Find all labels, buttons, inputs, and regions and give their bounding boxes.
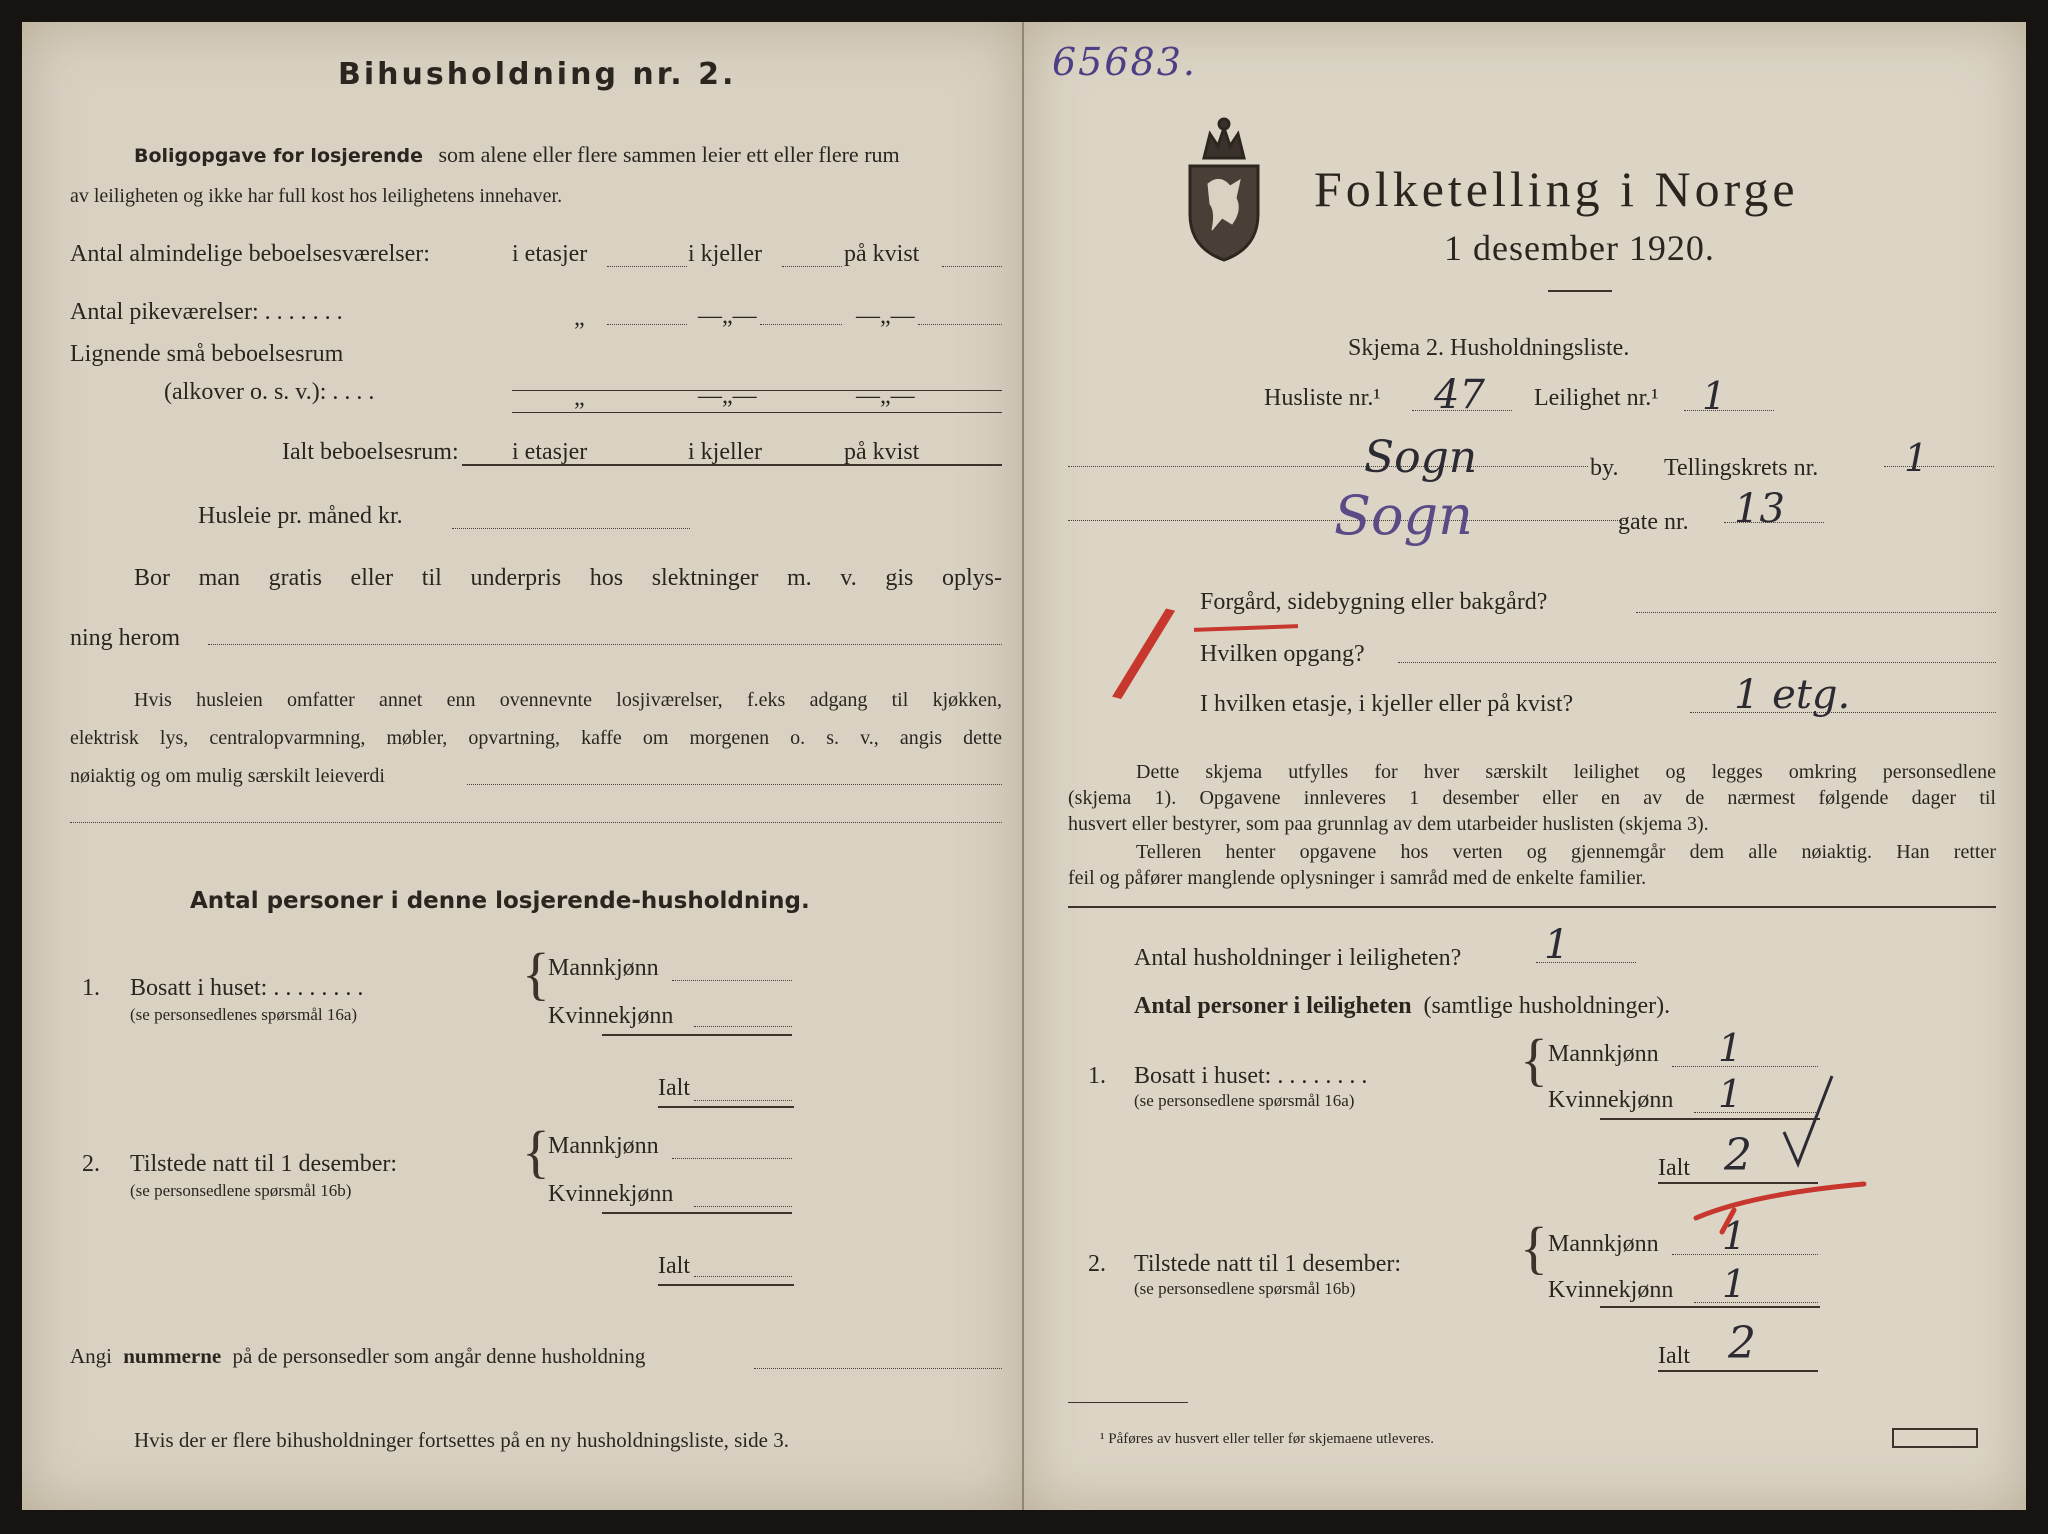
r-q2-total-value: 2 <box>1728 1318 1756 1369</box>
q2-sum-line <box>602 1212 792 1214</box>
by-label: by. <box>1590 455 1619 481</box>
q1-ref: (se personsedlenes spørsmål 16a) <box>130 1005 358 1024</box>
q1-total-underline <box>658 1106 794 1108</box>
numbers-bold: nummerne <box>123 1344 222 1368</box>
gate-label: gate nr. <box>1618 509 1689 535</box>
r-q1-total-label: Ialt <box>1658 1155 1690 1181</box>
r-q1-male-value: 1 <box>1718 1026 1743 1070</box>
households-value: 1 <box>1544 922 1570 968</box>
r-q1-total-value: 2 <box>1724 1130 1752 1181</box>
rooms-kjeller-field[interactable] <box>782 266 842 267</box>
q1-number: 1. <box>82 975 100 1001</box>
rooms-kjeller-label: i kjeller <box>688 241 762 267</box>
q1-label: Bosatt i huset: . . . . . . . . <box>130 975 364 1001</box>
alcove-label: (alkover o. s. v.): . . . . <box>164 379 375 405</box>
ditto-mark: —„— <box>698 303 757 329</box>
r-q2-total-label: Ialt <box>1658 1343 1690 1369</box>
maid-kjeller-field[interactable] <box>760 324 842 325</box>
extra-field[interactable] <box>467 784 1002 785</box>
q1-sum-line <box>602 1034 792 1036</box>
r-q1-number: 1. <box>1088 1063 1106 1089</box>
q1-male-label: Mannkjønn <box>548 955 659 981</box>
ditto-mark: „ <box>574 305 585 331</box>
krets-field[interactable] <box>1884 466 1994 467</box>
q1-brace: { <box>522 941 550 1006</box>
total-kjeller-label: i kjeller <box>688 439 762 465</box>
ditto-mark: —„— <box>856 383 915 409</box>
r-q1-ref: (se personsedlene spørsmål 16a) <box>1134 1091 1355 1110</box>
intro-bold: Boligopgave for losjerende <box>134 145 423 167</box>
ditto-mark: „ <box>574 385 585 411</box>
footnote: ¹ Påføres av husvert eller teller før skjemaene utleveres. <box>1100 1431 1434 1447</box>
ditto-mark: —„— <box>698 383 757 409</box>
rent-label: Husleie pr. måned kr. <box>198 503 403 529</box>
form-date: 1 desember 1920. <box>1444 228 1715 268</box>
q2-female-field[interactable] <box>694 1206 792 1207</box>
forgard-field[interactable] <box>1636 612 1996 613</box>
left-footer: Hvis der er flere bihusholdninger fortsettes på en ny husholdningsliste, side 3. <box>134 1428 789 1452</box>
q2-total-label: Ialt <box>658 1253 690 1279</box>
by-field[interactable] <box>1068 466 1588 467</box>
q-opgang: Hvilken opgang? <box>1200 641 1365 667</box>
r-q1-label: Bosatt i huset: . . . . . . . . <box>1134 1063 1368 1089</box>
r-q2-brace: { <box>1520 1215 1548 1280</box>
q-forgard: Forgård, sidebygning eller bakgård? <box>1200 589 1548 615</box>
maid-rooms-label: Antal pikeværelser: . . . . . . . <box>70 299 343 325</box>
numbers-post: på de personsedler som angår denne husholdning <box>232 1344 646 1368</box>
q2-female-label: Kvinnekjønn <box>548 1181 674 1207</box>
rent-field[interactable] <box>452 528 690 529</box>
gate-number-value: 13 <box>1734 486 1785 532</box>
red-underline <box>1194 624 1298 632</box>
husliste-value: 47 <box>1434 372 1485 418</box>
r-q2-female-value: 1 <box>1722 1262 1747 1306</box>
q1-male-field[interactable] <box>672 980 792 981</box>
red-correction-mark <box>1692 1176 1872 1236</box>
small-rooms-label: Lignende små beboelsesrum <box>70 341 344 367</box>
total-etasjer-label: i etasjer <box>512 439 588 465</box>
alcove-rule <box>512 390 1002 391</box>
left-page <box>22 22 1022 1510</box>
r-q1-male-label: Mannkjønn <box>1548 1041 1659 1067</box>
info-line-3: husvert eller bestyrer, som paa grunnlag av dem utarbeider huslisten (skjema 3). <box>1068 813 1709 835</box>
persons-title: Antal personer i denne losjerende-husholdning. <box>190 888 810 914</box>
q1-female-field[interactable] <box>694 1026 792 1027</box>
leilighet-value: 1 <box>1702 374 1727 418</box>
q2-brace: { <box>522 1119 550 1184</box>
r-q1-female-label: Kvinnekjønn <box>1548 1087 1674 1113</box>
section-rule <box>1068 906 1996 908</box>
r-q2-label: Tilstede natt til 1 desember: <box>1134 1251 1402 1277</box>
total-rooms-underline <box>462 464 1002 466</box>
by-value: Sogn <box>1364 432 1478 483</box>
krets-label: Tellingskrets nr. <box>1664 455 1819 481</box>
numbers-line <box>70 1346 645 1367</box>
persons-bold: Antal personer i leiligheten <box>1134 993 1412 1019</box>
info-line-4: Telleren henter opgavene hos verten og gjennemgår dem alle nøiaktig. Han retter <box>1136 841 1996 863</box>
q1-total-field[interactable] <box>694 1100 792 1101</box>
extra-field-2[interactable] <box>70 822 1002 823</box>
extra-text-1: Hvis husleien omfatter annet enn ovennevnte losjiværelser, f.eks adgang til kjøkken, <box>134 689 1002 711</box>
r-q2-female-label: Kvinnekjønn <box>1548 1277 1674 1303</box>
rooms-kvist-label: på kvist <box>844 241 920 267</box>
gate-value: Sogn <box>1334 484 1473 547</box>
form-title: Folketelling i Norge <box>1314 161 1799 217</box>
opgang-field[interactable] <box>1398 662 1996 663</box>
leilighet-field[interactable] <box>1684 410 1774 411</box>
r-q2-male-value: 1 <box>1722 1214 1747 1258</box>
q2-male-label: Mannkjønn <box>548 1133 659 1159</box>
etasje-value: 1 etg. <box>1734 672 1851 718</box>
rooms-etasjer-label: i etasjer <box>512 241 588 267</box>
r-q1-brace: { <box>1520 1027 1548 1092</box>
free-field[interactable] <box>208 644 1002 645</box>
households-label: Antal husholdninger i leiligheten? <box>1134 945 1462 971</box>
r-q2-sum-line <box>1600 1306 1820 1308</box>
r-q2-male-label: Mannkjønn <box>1548 1231 1659 1257</box>
q2-male-field[interactable] <box>672 1158 792 1159</box>
intro-rest: som alene eller flere sammen leier ett eller flere rum <box>438 142 900 167</box>
extra-text-3: nøiaktig og om mulig særskilt leieverdi <box>70 765 385 787</box>
total-kvist-label: på kvist <box>844 439 920 465</box>
r-q1-female-value: 1 <box>1718 1072 1743 1116</box>
q1-total-label: Ialt <box>658 1075 690 1101</box>
r-q1-male-field[interactable] <box>1672 1066 1818 1067</box>
rooms-label: Antal almindelige beboelsesværelser: <box>70 241 430 267</box>
q2-label: Tilstede natt til 1 desember: <box>130 1151 398 1177</box>
check-mark-icon <box>1780 1072 1840 1172</box>
krets-value: 1 <box>1904 436 1929 480</box>
title-rule <box>1548 290 1612 292</box>
extra-text-2: elektrisk lys, centralopvarmning, møbler, opvartning, kaffe om morgenen o. s. v., angis dette <box>70 727 1002 749</box>
schema-label: Skjema 2. Husholdningsliste. <box>1348 335 1630 361</box>
free-text: Bor man gratis eller til underpris hos slektninger m. v. gis oplys- <box>134 565 1002 591</box>
rooms-kvist-field[interactable] <box>942 266 1002 267</box>
intro-line-2: av leiligheten og ikke har full kost hos leilighetens innehaver. <box>70 185 563 207</box>
q2-total-underline <box>658 1284 794 1286</box>
left-title: Bihusholdning nr. 2. <box>338 57 737 92</box>
red-pencil-mark: / <box>1107 579 1181 724</box>
q2-number: 2. <box>82 1151 100 1177</box>
numbers-pre: Angi <box>70 1344 112 1368</box>
persons-rest: (samtlige husholdninger). <box>1423 993 1671 1019</box>
right-page <box>1024 22 2026 1510</box>
rooms-etasjer-field[interactable] <box>607 266 687 267</box>
r-q2-ref: (se personsedlene spørsmål 16b) <box>1134 1279 1356 1298</box>
free-text-2: ning herom <box>70 625 180 651</box>
persons-heading <box>1134 994 1670 1018</box>
maid-etasjer-field[interactable] <box>607 324 687 325</box>
leilighet-label: Leilighet nr.¹ <box>1534 385 1659 411</box>
q-etasje: I hvilken etasje, i kjeller eller på kvist? <box>1200 691 1574 717</box>
printer-stamp <box>1892 1428 1978 1448</box>
r-q2-number: 2. <box>1088 1251 1106 1277</box>
numbers-field[interactable] <box>754 1368 1002 1369</box>
info-line-1: Dette skjema utfylles for hver særskilt leilighet og legges omkring personsedlene <box>1136 761 1996 783</box>
archive-number: 65683. <box>1052 40 1197 84</box>
total-rooms-label: Ialt beboelsesrum: <box>282 439 459 465</box>
coat-of-arms-icon <box>1182 114 1266 264</box>
r-q2-female-field[interactable] <box>1694 1302 1818 1303</box>
q1-female-label: Kvinnekjønn <box>548 1003 674 1029</box>
info-line-5: feil og påfører manglende oplysninger i samråd med de enkelte familier. <box>1068 867 1647 889</box>
info-line-2: (skjema 1). Opgavene innleveres 1 desember eller en av de nærmest følgende dager til <box>1068 787 1996 809</box>
q2-total-field[interactable] <box>694 1276 792 1277</box>
q2-ref: (se personsedlene spørsmål 16b) <box>130 1181 352 1200</box>
ditto-mark: —„— <box>856 303 915 329</box>
r-q2-total-underline <box>1658 1370 1818 1372</box>
alcove-underline <box>512 412 1002 413</box>
intro-line-1 <box>134 144 900 166</box>
maid-kvist-field[interactable] <box>918 324 1002 325</box>
footnote-rule <box>1068 1402 1188 1403</box>
husliste-label: Husliste nr.¹ <box>1264 385 1381 411</box>
